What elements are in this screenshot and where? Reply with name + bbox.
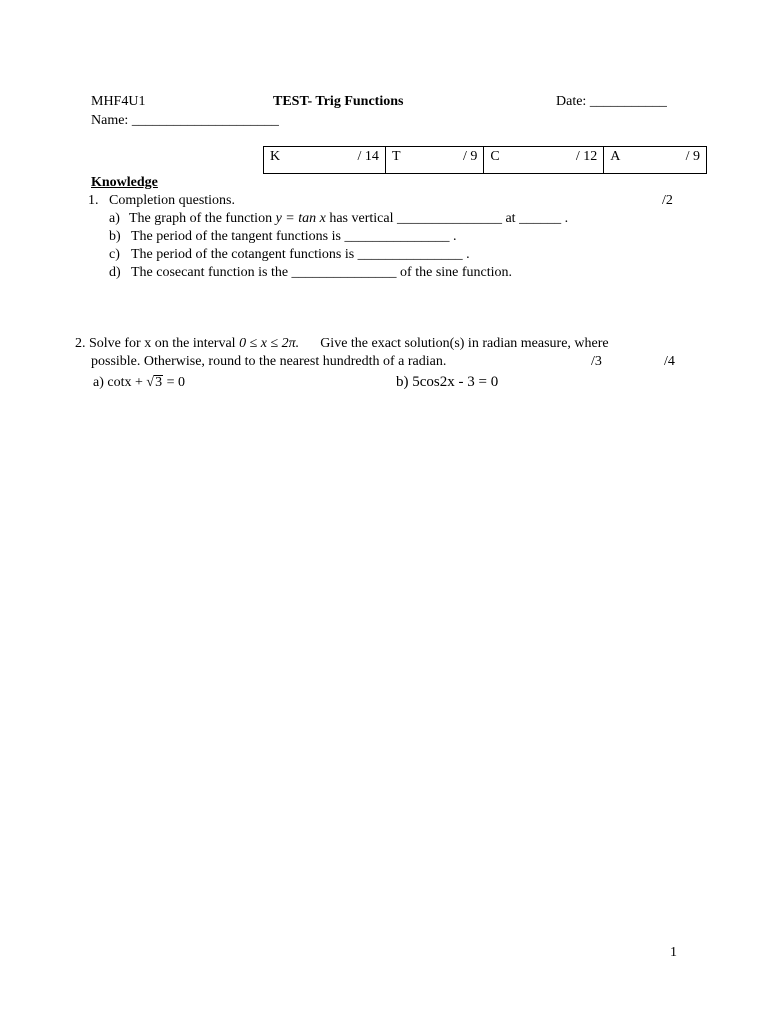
date-field: Date: ___________ bbox=[556, 94, 667, 109]
q1-item-a-pre: The graph of the function bbox=[129, 211, 273, 226]
q2-line2: possible. Otherwise, round to the nearest hundredth of a radian. bbox=[91, 354, 447, 369]
section-heading: Knowledge bbox=[91, 175, 158, 190]
q1-item-b: The period of the tangent functions is _______________ . bbox=[131, 229, 457, 244]
q1-text: Completion questions. bbox=[109, 193, 235, 208]
score-label: A bbox=[610, 149, 621, 164]
q1-item-a-label: a) bbox=[109, 211, 120, 226]
q1-item-a-math: y = tan x bbox=[275, 211, 326, 226]
q2-line1-pre: Solve for x on the interval bbox=[89, 336, 236, 351]
score-label: C bbox=[490, 149, 500, 164]
score-cell-t bbox=[385, 147, 483, 174]
q1-item-a-post: has vertical _______________ at ______ . bbox=[329, 211, 569, 226]
score-label: K bbox=[270, 149, 281, 164]
q2-interval: 0 ≤ x ≤ 2π. bbox=[239, 336, 300, 351]
q2-line1-post: Give the exact solution(s) in radian measure, where bbox=[320, 336, 609, 351]
q2-part-b: b) 5cos2x - 3 = 0 bbox=[396, 374, 499, 390]
q1-item-c: The period of the cotangent functions is _______________ . bbox=[131, 247, 470, 262]
score-max: / 12 bbox=[575, 149, 598, 164]
q2-line1 bbox=[75, 335, 609, 352]
score-label: T bbox=[391, 149, 401, 164]
q2-part-a-pre: a) cotx + bbox=[93, 375, 143, 390]
test-title: TEST- Trig Functions bbox=[273, 94, 404, 109]
score-max: / 9 bbox=[685, 149, 700, 164]
score-max: / 14 bbox=[357, 149, 379, 164]
q1-item-d: The cosecant function is the _______________ of the sine function. bbox=[131, 265, 513, 280]
q2-part-a-radicand: 3 bbox=[155, 375, 163, 390]
q1-item-d-label: d) bbox=[109, 265, 121, 280]
q1-item-b-label: b) bbox=[109, 229, 121, 244]
q2-marks-b: /4 bbox=[664, 354, 675, 369]
sqrt-icon: √ bbox=[146, 375, 155, 390]
name-field: Name: _____________________ bbox=[91, 113, 279, 128]
q2-marks-a: /3 bbox=[591, 354, 602, 369]
page-number: 1 bbox=[670, 945, 677, 960]
q2-part-a-post: = 0 bbox=[166, 375, 185, 390]
score-cell-c bbox=[484, 147, 604, 174]
score-table bbox=[263, 146, 707, 174]
score-max: / 9 bbox=[463, 149, 478, 164]
q2-number: 2. bbox=[75, 336, 86, 351]
q1-marks: /2 bbox=[662, 193, 673, 208]
score-cell-k bbox=[264, 147, 386, 174]
q1-number: 1. bbox=[88, 193, 99, 208]
q1-item-c-label: c) bbox=[109, 247, 120, 262]
q1-item-a bbox=[129, 210, 568, 227]
q2-part-a bbox=[93, 374, 185, 391]
score-cell-a bbox=[604, 147, 707, 174]
course-code: MHF4U1 bbox=[91, 94, 146, 109]
